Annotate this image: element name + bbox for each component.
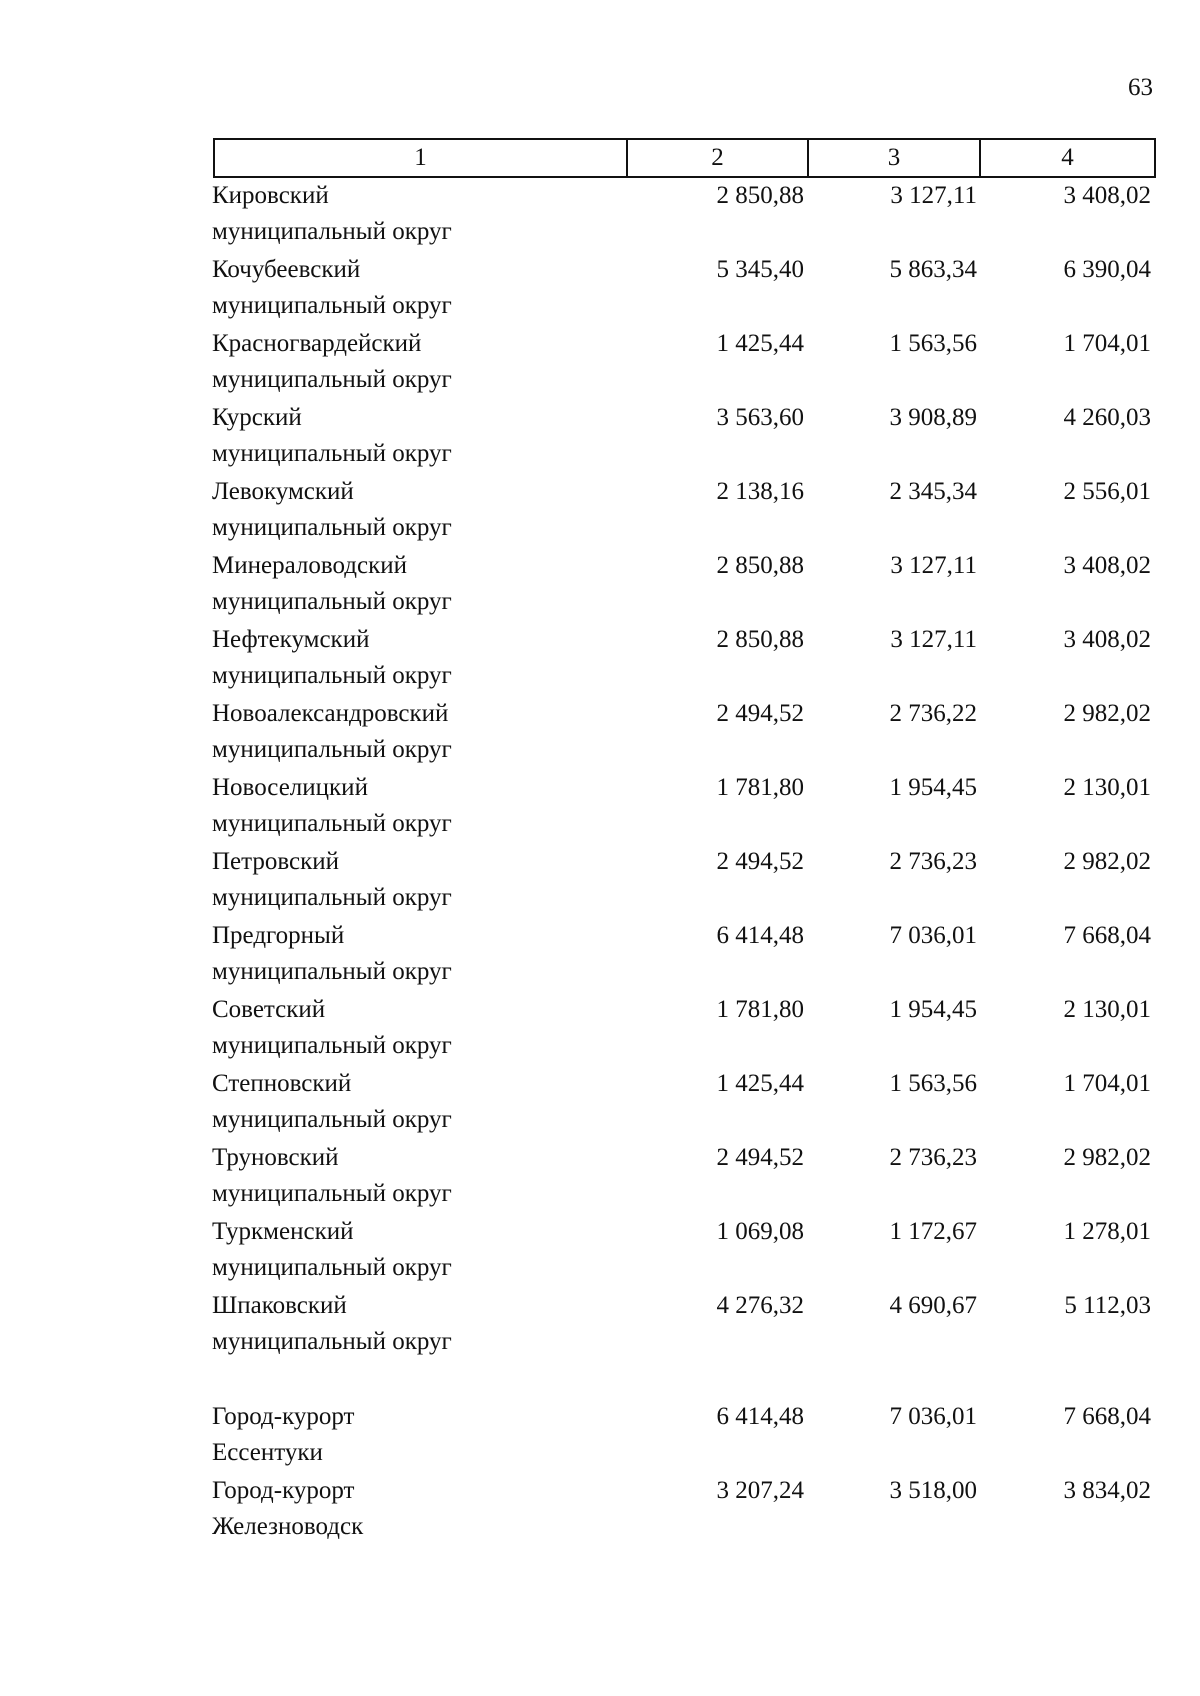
table-row [0, 992, 1200, 1066]
table-row [0, 474, 1200, 548]
value-col-2: 5 345,40 [716, 256, 804, 283]
district-name-line1: Новоалександровский [212, 700, 449, 727]
value-col-3: 3 518,00 [889, 1477, 977, 1504]
district-name-line2: муниципальный округ [212, 588, 452, 615]
district-name-line2: муниципальный округ [212, 440, 452, 467]
district-name-line2: муниципальный округ [212, 662, 452, 689]
district-name-line1: Нефтекумский [212, 626, 370, 653]
district-name-line2: муниципальный округ [212, 1254, 452, 1281]
value-col-3: 3 127,11 [890, 552, 977, 579]
value-col-3: 1 563,56 [889, 1070, 977, 1097]
value-col-3: 1 563,56 [889, 330, 977, 357]
district-name-line2: муниципальный округ [212, 1328, 452, 1355]
district-name-line1: Степновский [212, 1070, 352, 1097]
district-name-line1: Кочубеевский [212, 256, 361, 283]
table-row [0, 1140, 1200, 1214]
value-col-2: 2 138,16 [716, 478, 804, 505]
district-name-line1: Кировский [212, 182, 329, 209]
value-col-4: 6 390,04 [1063, 256, 1151, 283]
value-col-2: 3 207,24 [716, 1477, 804, 1504]
value-col-3: 1 954,45 [889, 996, 977, 1023]
district-name-line1: Туркменский [212, 1218, 354, 1245]
district-name-line2: муниципальный округ [212, 810, 452, 837]
value-col-4: 3 408,02 [1063, 552, 1151, 579]
district-name [212, 1473, 632, 1545]
value-col-2: 2 850,88 [716, 182, 804, 209]
district-name-line1: Шпаковский [212, 1292, 347, 1319]
district-name [212, 1140, 632, 1212]
value-col-3: 3 908,89 [889, 404, 977, 431]
district-name [212, 1214, 632, 1286]
district-name-line1: Курский [212, 404, 302, 431]
district-name-line1: Красногвардейский [212, 330, 422, 357]
header-cell-3: 3 [809, 140, 981, 176]
value-col-4: 7 668,04 [1063, 1403, 1151, 1430]
district-name-line2: муниципальный округ [212, 958, 452, 985]
district-name [212, 844, 632, 916]
value-col-3: 2 345,34 [889, 478, 977, 505]
table-row [0, 1214, 1200, 1288]
table-row [0, 770, 1200, 844]
district-name-line1: Город-курорт [212, 1477, 355, 1504]
value-col-4: 2 556,01 [1063, 478, 1151, 505]
district-name-line2: муниципальный округ [212, 736, 452, 763]
table-row [0, 1399, 1200, 1473]
table-row [0, 696, 1200, 770]
value-col-2: 3 563,60 [716, 404, 804, 431]
table-row [0, 1288, 1200, 1362]
table-row [0, 622, 1200, 696]
table-row [0, 1473, 1200, 1547]
district-name-line1: Предгорный [212, 922, 345, 949]
district-name [212, 1066, 632, 1138]
district-name-line1: Труновский [212, 1144, 339, 1171]
table-row [0, 178, 1200, 252]
district-name [212, 326, 632, 398]
value-col-4: 2 982,02 [1063, 848, 1151, 875]
district-name-line1: Левокумский [212, 478, 354, 505]
district-name [212, 918, 632, 990]
value-col-2: 1 425,44 [716, 330, 804, 357]
district-name-line2: муниципальный округ [212, 366, 452, 393]
district-name-line1: Советский [212, 996, 326, 1023]
value-col-4: 1 704,01 [1063, 330, 1151, 357]
district-name [212, 400, 632, 472]
district-name-line2: муниципальный округ [212, 514, 452, 541]
district-name-line2: муниципальный округ [212, 884, 452, 911]
value-col-3: 1 954,45 [889, 774, 977, 801]
value-col-3: 2 736,22 [889, 700, 977, 727]
table-row [0, 252, 1200, 326]
value-col-3: 3 127,11 [890, 182, 977, 209]
district-name-line2: муниципальный округ [212, 1106, 452, 1133]
header-cell-4: 4 [1061, 144, 1074, 171]
value-col-3: 1 172,67 [889, 1218, 977, 1245]
district-name-line2: муниципальный округ [212, 1180, 452, 1207]
district-name [212, 178, 632, 250]
district-name-line1: Минераловодский [212, 552, 408, 579]
district-name [212, 1399, 632, 1471]
value-col-3: 5 863,34 [889, 256, 977, 283]
value-col-3: 7 036,01 [889, 1403, 977, 1430]
district-name [212, 1288, 632, 1360]
value-col-4: 1 704,01 [1063, 1070, 1151, 1097]
district-name [212, 474, 632, 546]
district-name [212, 622, 632, 694]
value-col-4: 5 112,03 [1064, 1292, 1151, 1319]
table-row [0, 326, 1200, 400]
value-col-3: 3 127,11 [890, 626, 977, 653]
table-row [0, 918, 1200, 992]
district-name-line2: муниципальный округ [212, 292, 452, 319]
value-col-4: 7 668,04 [1063, 922, 1151, 949]
value-col-4: 3 408,02 [1063, 626, 1151, 653]
district-name [212, 992, 632, 1064]
district-name [212, 696, 632, 768]
header-cell-1: 1 [215, 140, 628, 176]
district-name [212, 548, 632, 620]
value-col-4: 2 982,02 [1063, 1144, 1151, 1171]
district-name-line1: Город-курорт [212, 1403, 355, 1430]
value-col-3: 4 690,67 [889, 1292, 977, 1319]
value-col-4: 3 834,02 [1063, 1477, 1151, 1504]
table-row [0, 548, 1200, 622]
value-col-4: 2 130,01 [1063, 774, 1151, 801]
district-name-line2: муниципальный округ [212, 1032, 452, 1059]
value-col-3: 2 736,23 [889, 848, 977, 875]
table-row [0, 844, 1200, 918]
district-name-line2: муниципальный округ [212, 218, 452, 245]
value-col-3: 2 736,23 [889, 1144, 977, 1171]
value-col-4: 1 278,01 [1063, 1218, 1151, 1245]
value-col-2: 2 850,88 [716, 626, 804, 653]
table-header [213, 138, 1156, 178]
value-col-2: 2 850,88 [716, 552, 804, 579]
table-body [0, 178, 1200, 1547]
value-col-2: 2 494,52 [716, 1144, 804, 1171]
value-col-2: 6 414,48 [716, 922, 804, 949]
value-col-2: 4 276,32 [716, 1292, 804, 1319]
value-col-2: 1 425,44 [716, 1070, 804, 1097]
header-cell-2: 2 [628, 140, 809, 176]
value-col-2: 6 414,48 [716, 1403, 804, 1430]
value-col-4: 3 408,02 [1063, 182, 1151, 209]
value-col-3: 7 036,01 [889, 922, 977, 949]
value-col-2: 1 781,80 [716, 774, 804, 801]
value-col-4: 4 260,03 [1063, 404, 1151, 431]
value-col-4: 2 130,01 [1063, 996, 1151, 1023]
table-row [0, 400, 1200, 474]
value-col-2: 2 494,52 [716, 700, 804, 727]
district-name-line2: Ессентуки [212, 1439, 323, 1466]
value-col-2: 1 781,80 [716, 996, 804, 1023]
district-name-line2: Железноводск [212, 1513, 364, 1540]
district-name-line1: Петровский [212, 848, 340, 875]
value-col-2: 2 494,52 [716, 848, 804, 875]
table-row [0, 1066, 1200, 1140]
district-name [212, 252, 632, 324]
value-col-4: 2 982,02 [1063, 700, 1151, 727]
value-col-2: 1 069,08 [716, 1218, 804, 1245]
district-name [212, 770, 632, 842]
district-name-line1: Новоселицкий [212, 774, 368, 801]
page-number: 63 [1128, 74, 1153, 101]
